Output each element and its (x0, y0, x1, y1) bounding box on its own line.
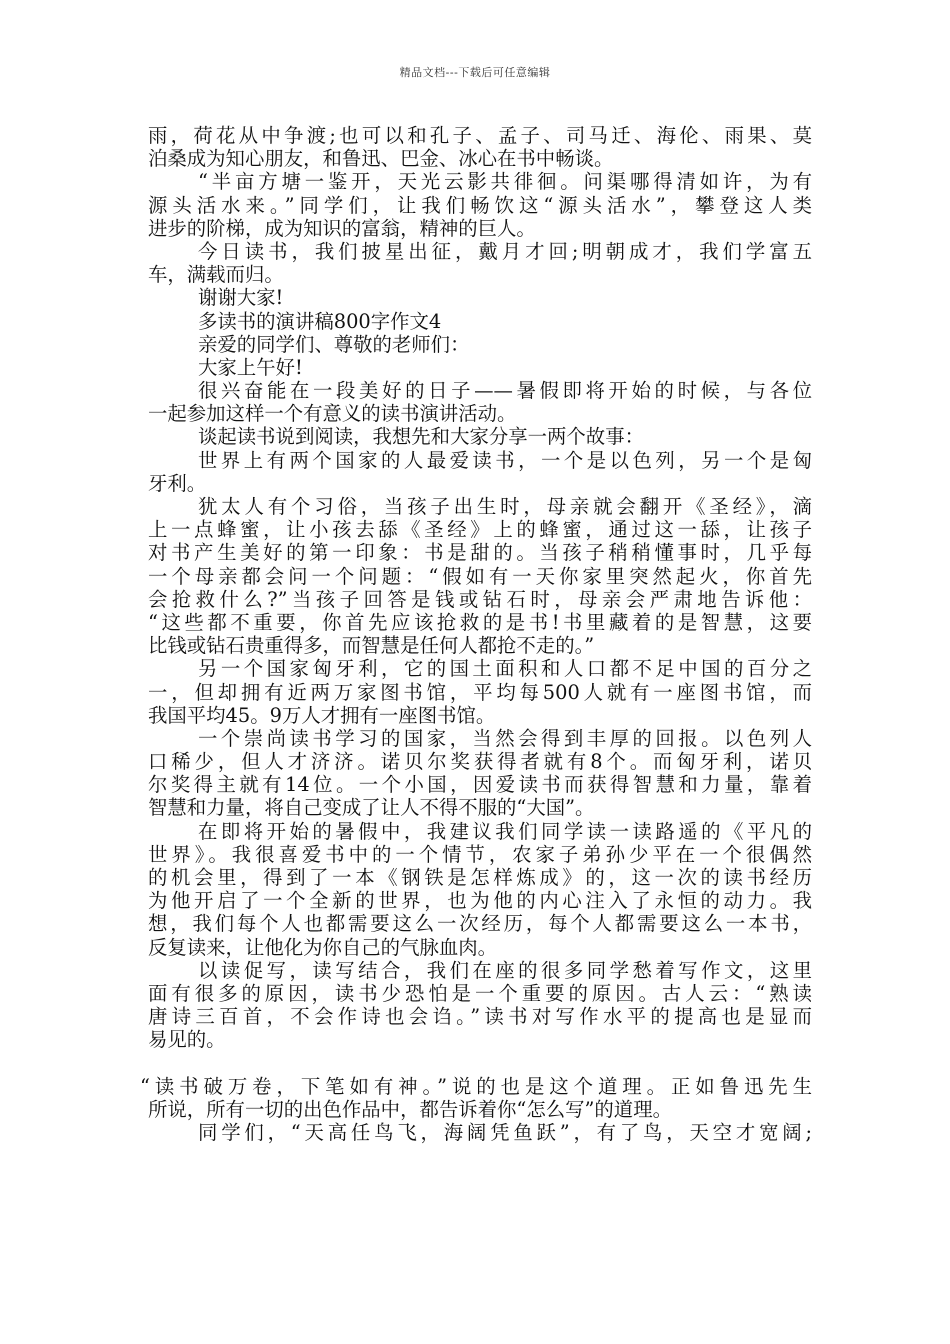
text-line: 以读促写，读写结合，我们在座的很多同学愁着写作文，这里 (198, 958, 812, 982)
text-line: 进步的阶梯，成为知识的富翁，精神的巨人。 (148, 216, 536, 240)
text-line: 唐诗三百首，不会作诗也会诌。”读书对写作水平的提高也是显而 (148, 1005, 812, 1029)
text-line: 谢谢大家! (198, 286, 284, 310)
text-line: 很兴奋能在一段美好的日子——暑假即将开始的时候，与各位 (198, 379, 812, 403)
text-line: 另一个国家匈牙利，它的国土面积和人口都不足中国的百分之 (198, 657, 812, 681)
text-line: 雨，荷花从中争渡;也可以和孔子、孟子、司马迁、海伦、雨果、莫 (148, 124, 812, 147)
text-line: “半亩方塘一鉴开，天光云影共徘徊。问渠哪得清如许，为有 (198, 170, 812, 194)
text-line: 对书产生美好的第一印象：书是甜的。当孩子稍稍懂事时，几乎每 (148, 541, 812, 565)
text-line: 的机会里，得到了一本《钢铁是怎样炼成》的，这一次的读书经历 (148, 866, 812, 889)
page-header: 精品文档---下载后可任意编辑 (399, 66, 551, 79)
text-line: 上一点蜂蜜，让小孩去舔《圣经》上的蜂蜜，通过这一舔，让孩子 (148, 518, 812, 542)
text-line: 源头活水来。”同学们，让我们畅饮这“源头活水”，攀登这人类 (148, 193, 812, 217)
text-line: 一个崇尚读书学习的国家，当然会得到丰厚的回报。以色列人 (198, 726, 812, 750)
text-line: 想，我们每个人也都需要这么一次经历，每个人都需要这么一本书， (148, 912, 812, 936)
text-line: 今日读书，我们披星出征，戴月才回;明朝成才，我们学富五 (198, 239, 812, 263)
text-line: 智慧和力量，将自己变成了让人不得不服的“大国”。 (148, 796, 595, 820)
text-line: “读书破万卷，下笔如有神。”说的也是这个道理。正如鲁迅先生 (140, 1074, 812, 1098)
text-line: 口稀少，但人才济济。诺贝尔奖获得者就有8个。而匈牙利，诺贝 (148, 750, 812, 774)
text-line: 所说，所有一切的出色作品中，都告诉着你“怎么写”的道理。 (148, 1097, 672, 1121)
text-line: 在即将开始的暑假中，我建议我们同学读一读路遥的《平凡的 (198, 819, 812, 843)
text-line: 世界上有两个国家的人最爱读书，一个是以色列，另一个是匈 (198, 448, 812, 472)
text-line: 反复读来，让他化为你自己的气脉血肉。 (148, 935, 498, 959)
text-line: 亲爱的同学们、尊敬的老师们： (198, 332, 470, 356)
text-line: 一起参加这样一个有意义的读书演讲活动。 (148, 402, 517, 426)
text-line: 车，满载而归。 (148, 263, 284, 287)
text-line: 同学们，“天高任鸟飞，海阔凭鱼跃”，有了鸟，天空才宽阔; (198, 1121, 812, 1145)
text-line: 世界》。我很喜爱书中的一个情节，农家子弟孙少平在一个很偶然 (148, 842, 812, 866)
document-body (140, 124, 812, 1145)
text-line: 大家上午好! (198, 355, 303, 379)
text-line: 泊桑成为知心朋友，和鲁迅、巴金、冰心在书中畅谈。 (148, 147, 614, 171)
text-line: 谈起读书说到阅读，我想先和大家分享一两个故事： (198, 425, 644, 449)
text-line: 易见的。 (148, 1028, 226, 1052)
text-line: 为他开启了一个全新的世界，也为他的内心注入了永恒的动力。我 (148, 889, 812, 913)
text-line: 比钱或钻石贵重得多，而智慧是任何人都抢不走的。” (148, 634, 595, 658)
text-line: 多读书的演讲稿800字作文4 (198, 309, 442, 333)
text-line: 牙利。 (148, 471, 207, 495)
text-line: 会抢救什么?”当孩子回答是钱或钻石时，母亲会严肃地告诉他： (148, 587, 812, 611)
text-line: 一，但却拥有近两万家图书馆，平均每500人就有一座图书馆，而 (148, 680, 812, 704)
text-line: “这些都不重要，你首先应该抢救的是书!书里藏着的是智慧，这要 (148, 610, 812, 634)
blank-line (148, 1052, 812, 1075)
text-line: 面有很多的原因，读书少恐怕是一个重要的原因。古人云：“熟读 (148, 981, 812, 1005)
text-line: 尔奖得主就有14位。一个小国，因爱读书而获得智慧和力量，靠着 (148, 773, 812, 797)
text-line: 犹太人有个习俗，当孩子出生时，母亲就会翻开《圣经》，滴 (198, 495, 812, 518)
text-line: 我国平均45。9万人才拥有一座图书馆。 (148, 703, 496, 727)
text-line: 一个母亲都会问一个问题：“假如有一天你家里突然起火，你首先 (148, 564, 812, 588)
